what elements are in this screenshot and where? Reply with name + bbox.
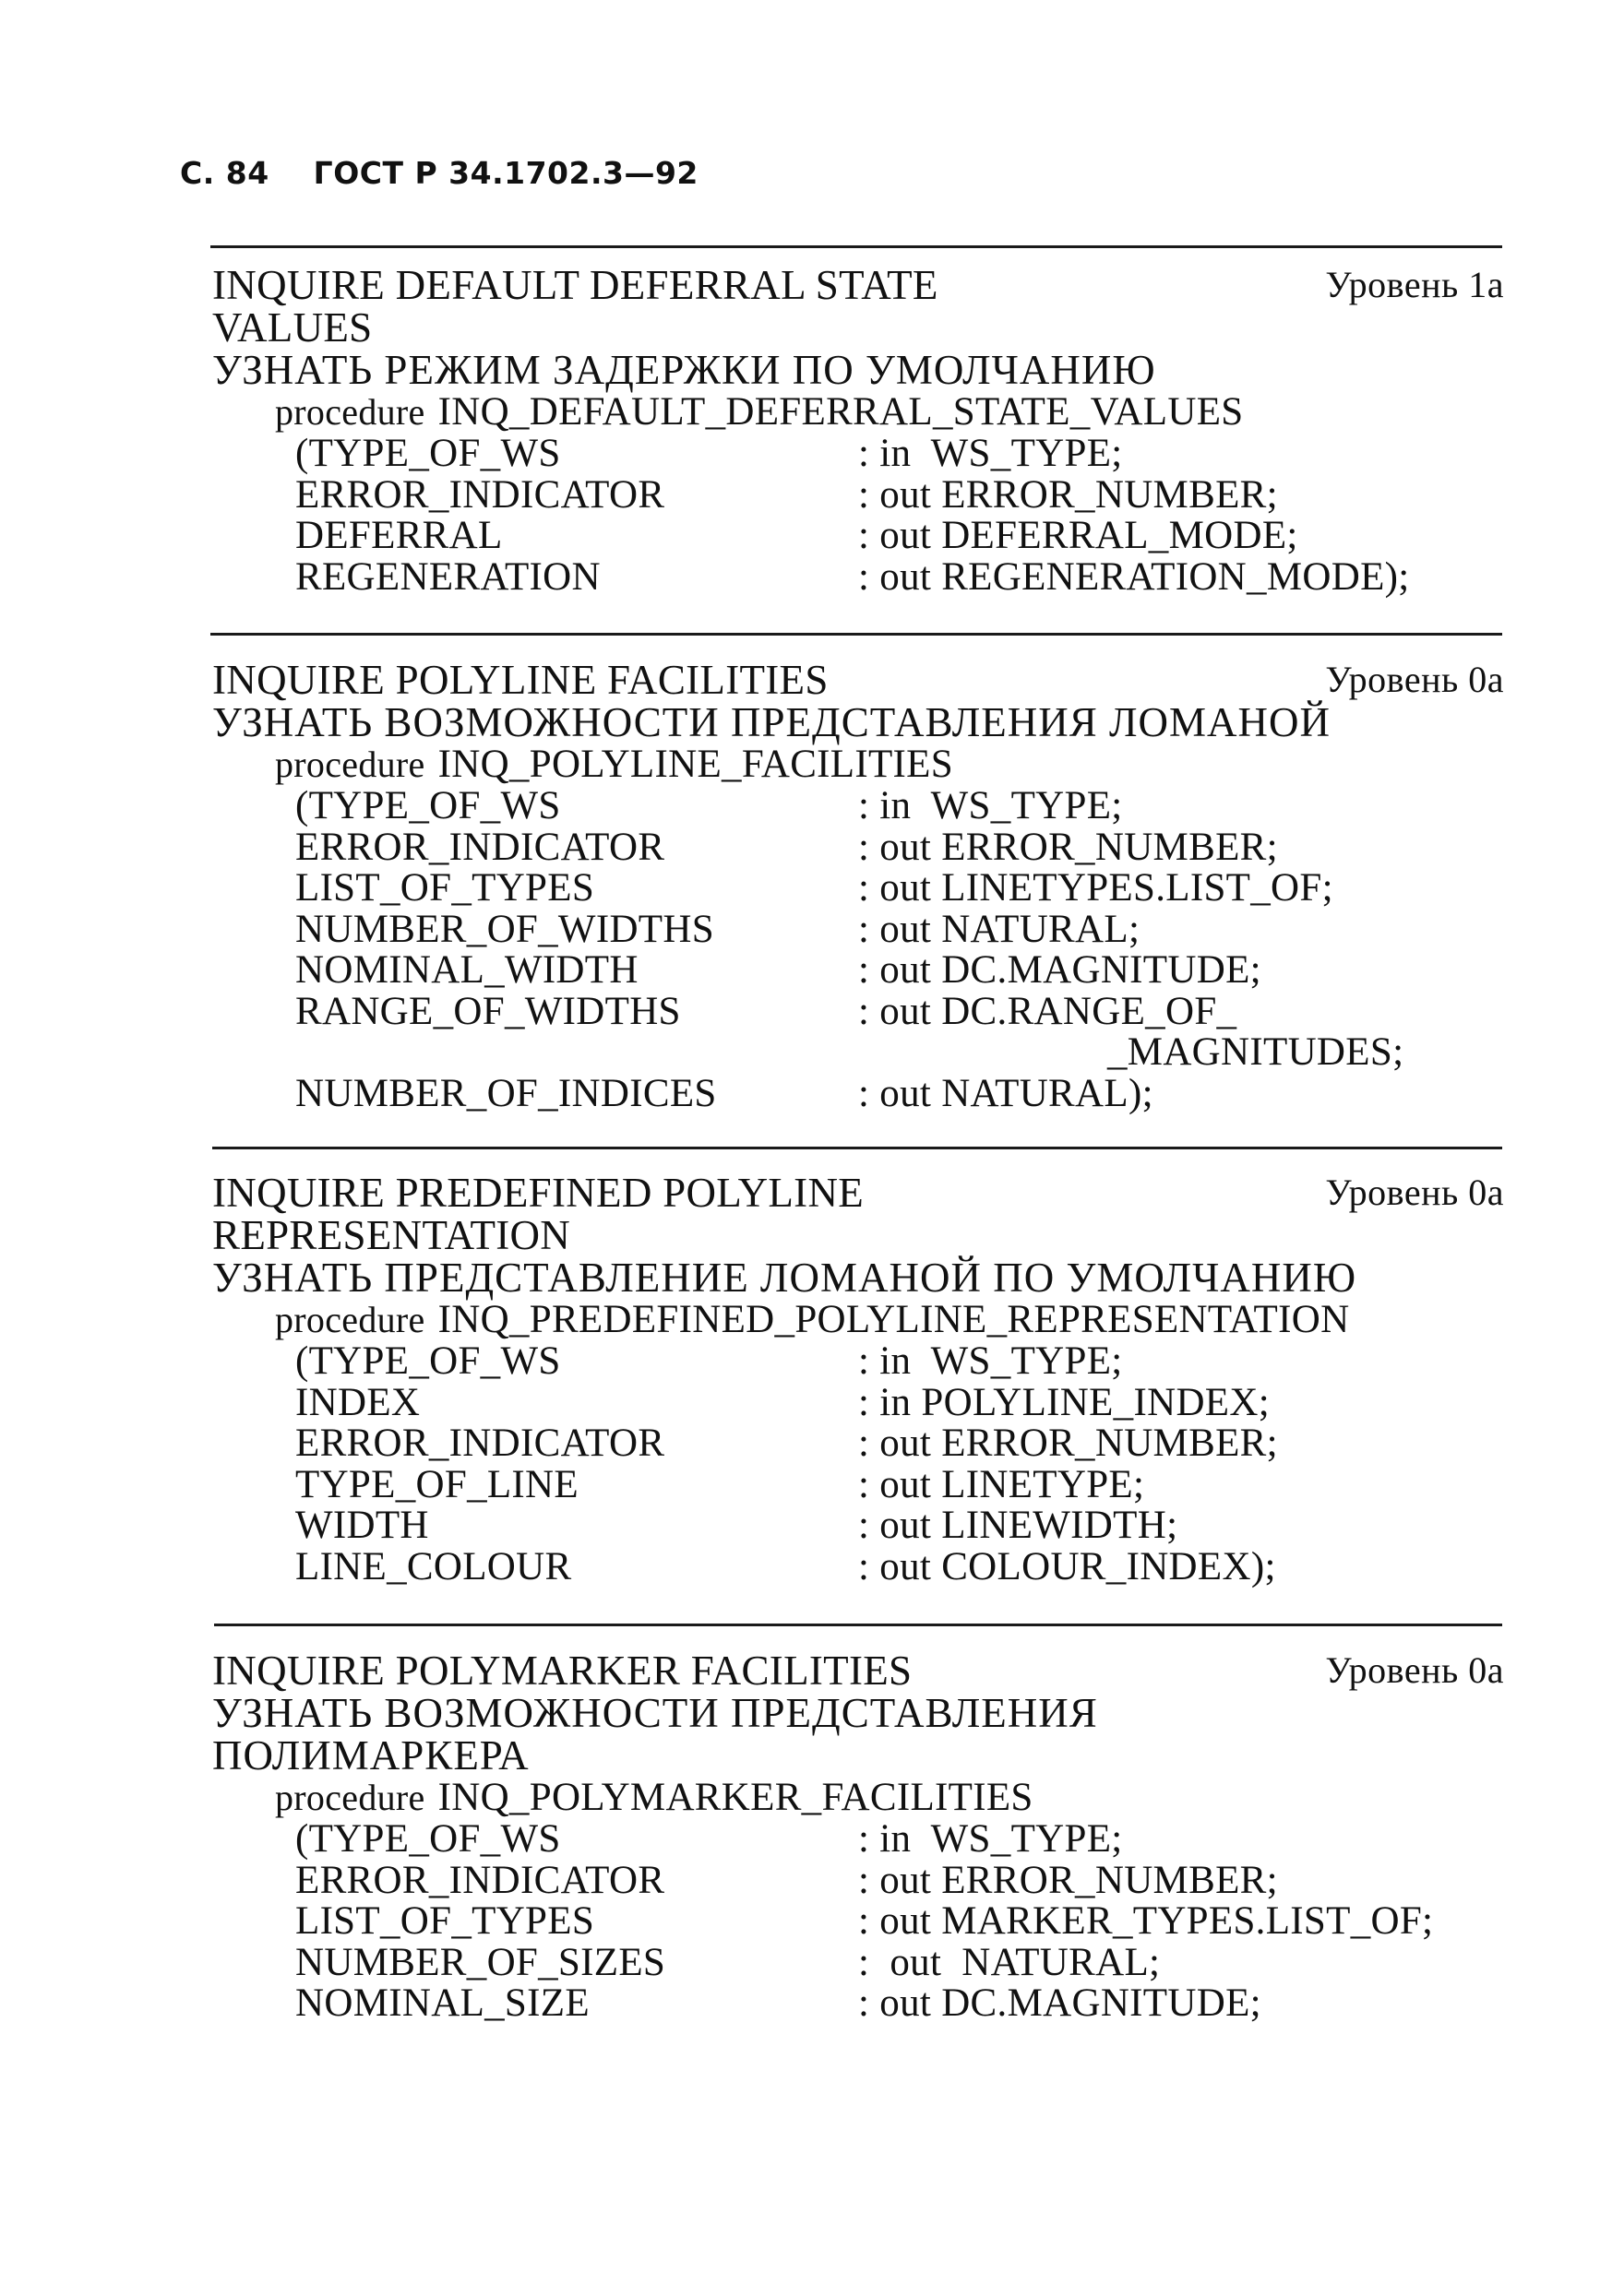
param-row (295, 1983, 1504, 2025)
param-type: : out DC.MAGNITUDE; (858, 1981, 1261, 2025)
param-row (295, 1380, 1504, 1424)
param-list (295, 1341, 1504, 1588)
param-row (295, 1819, 1504, 1861)
title-ru: УЗНАТЬ ВОЗМОЖНОСТИ ПРЕДСТАВЛЕНИЯ ПОЛИМАРКЕРА (212, 1690, 1098, 1779)
param-row (295, 554, 1504, 599)
param-type: : out DC.MAGNITUDE; (858, 948, 1261, 992)
param-row (295, 1940, 1504, 1984)
param-type: : out MARKER_TYPES.LIST_OF; (858, 1899, 1434, 1943)
title-ru: УЗНАТЬ ВОЗМОЖНОСТИ ПРЕДСТАВЛЕНИЯ ЛОМАНОЙ (212, 699, 1331, 745)
param-name: REGENERATION (295, 554, 601, 599)
level-badge: Уровень 0a (1325, 659, 1504, 700)
param-type: : out NATURAL); (858, 1071, 1153, 1115)
procedure-name: INQ_POLYLINE_FACILITIES (437, 743, 953, 786)
procedure-keyword: procedure (275, 1777, 425, 1818)
param-type: : out REGENERATION_MODE); (858, 554, 1410, 599)
param-row (295, 950, 1504, 992)
divider (212, 1147, 1502, 1149)
param-name: ERROR_INDICATOR (295, 472, 665, 517)
page-number: С. 84 (180, 155, 269, 191)
param-row (295, 472, 1504, 517)
procedure-name: INQ_POLYMARKER_FACILITIES (437, 1776, 1033, 1819)
param-row (295, 1423, 1504, 1465)
title-en: INQUIRE POLYMARKER FACILITIES (212, 1648, 913, 1694)
param-type: : in WS_TYPE; (858, 1339, 1123, 1383)
section-polymarker-facilities (212, 1649, 1504, 2025)
procedure-line (275, 391, 1504, 434)
param-type: : in WS_TYPE; (858, 432, 1123, 475)
param-row (295, 1505, 1504, 1547)
section-title (212, 1649, 1504, 1692)
procedure-keyword: procedure (275, 391, 425, 433)
title-ru: УЗНАТЬ РЕЖИМ ЗАДЕРЖКИ ПО УМОЛЧАНИЮ (212, 347, 1156, 393)
title-ru: УЗНАТЬ ПРЕДСТАВЛЕНИЕ ЛОМАНОЙ ПО УМОЛЧАНИЮ (212, 1255, 1357, 1301)
param-row (295, 1462, 1504, 1506)
param-type: : out DEFERRAL_MODE; (858, 514, 1298, 557)
standard-id: ГОСТ Р 34.1702.3—92 (313, 155, 699, 191)
param-name: WIDTH (295, 1504, 429, 1547)
section-title (212, 1172, 1504, 1256)
param-list (295, 786, 1504, 1114)
param-name: (TYPE_OF_WS (295, 784, 561, 827)
level-badge: Уровень 1a (1325, 264, 1504, 305)
procedure-line (275, 1299, 1504, 1341)
param-name: RANGE_OF_WIDTHS (295, 989, 681, 1033)
param-type: : out LINEWIDTH; (858, 1504, 1178, 1547)
title-en: INQUIRE PREDEFINED POLYLINE REPRESENTATION (212, 1170, 865, 1258)
param-name: (TYPE_OF_WS (295, 432, 561, 475)
section-polyline-facilities (212, 659, 1504, 1114)
param-type: : out DC.RANGE_OF_ (858, 989, 1237, 1033)
param-type: : out LINETYPE; (858, 1462, 1145, 1506)
param-name: NUMBER_OF_WIDTHS (295, 907, 714, 951)
param-type: : in WS_TYPE; (858, 1817, 1123, 1861)
param-row (295, 516, 1504, 557)
param-name: (TYPE_OF_WS (295, 1817, 561, 1861)
param-row (295, 1901, 1504, 1943)
param-row (295, 868, 1504, 910)
param-list (295, 434, 1504, 598)
param-type: : in POLYLINE_INDEX; (858, 1380, 1270, 1424)
param-name: ERROR_INDICATOR (295, 825, 665, 869)
param-row (295, 989, 1504, 1033)
section-default-deferral (212, 264, 1504, 598)
param-name: DEFERRAL (295, 514, 503, 557)
param-continuation (295, 1032, 1504, 1074)
page-header (180, 155, 732, 191)
procedure-keyword: procedure (275, 744, 425, 785)
section-title (212, 264, 1504, 349)
divider (214, 1624, 1502, 1626)
param-name: TYPE_OF_LINE (295, 1462, 579, 1506)
param-name: ERROR_INDICATOR (295, 1858, 665, 1902)
param-row (295, 786, 1504, 827)
param-type: : out NATURAL; (858, 1940, 1161, 1984)
param-list (295, 1819, 1504, 2025)
param-row (295, 827, 1504, 869)
param-row (295, 1341, 1504, 1383)
param-type: : out ERROR_NUMBER; (858, 1858, 1278, 1902)
param-name: NUMBER_OF_SIZES (295, 1940, 666, 1984)
param-type: : out NATURAL; (858, 907, 1140, 951)
section-title (212, 659, 1504, 701)
param-type: : out COLOUR_INDEX); (858, 1544, 1276, 1588)
param-type: : out ERROR_NUMBER; (858, 472, 1278, 517)
param-type-continuation: _MAGNITUDES; (1107, 1030, 1404, 1074)
param-row (295, 1544, 1504, 1588)
param-row (295, 434, 1504, 475)
param-name: LIST_OF_TYPES (295, 866, 595, 910)
param-type: : out LINETYPES.LIST_OF; (858, 866, 1333, 910)
param-name: (TYPE_OF_WS (295, 1339, 561, 1383)
param-type: : out ERROR_NUMBER; (858, 825, 1278, 869)
procedure-name: INQ_PREDEFINED_POLYLINE_REPRESENTATION (437, 1298, 1350, 1341)
param-name: NUMBER_OF_INDICES (295, 1071, 717, 1115)
title-en: INQUIRE DEFAULT DEFERRAL STATE VALUES (212, 262, 938, 351)
procedure-line (275, 1777, 1504, 1819)
procedure-name: INQ_DEFAULT_DEFERRAL_STATE_VALUES (437, 390, 1244, 434)
param-name: LIST_OF_TYPES (295, 1899, 595, 1943)
param-row (295, 907, 1504, 951)
level-badge: Уровень 0a (1325, 1172, 1504, 1213)
param-row (295, 1858, 1504, 1902)
param-name: NOMINAL_WIDTH (295, 948, 639, 992)
title-en: INQUIRE POLYLINE FACILITIES (212, 657, 829, 703)
level-badge: Уровень 0a (1325, 1649, 1504, 1691)
param-type: : in WS_TYPE; (858, 784, 1123, 827)
param-name: NOMINAL_SIZE (295, 1981, 590, 2025)
param-type: : out ERROR_NUMBER; (858, 1422, 1278, 1465)
divider (210, 633, 1502, 636)
param-name: ERROR_INDICATOR (295, 1422, 665, 1465)
param-name: INDEX (295, 1380, 421, 1424)
section-predefined-polyline (212, 1172, 1504, 1588)
param-name: LINE_COLOUR (295, 1544, 572, 1588)
procedure-keyword: procedure (275, 1299, 425, 1340)
param-row (295, 1071, 1504, 1115)
procedure-line (275, 744, 1504, 786)
divider (210, 245, 1502, 248)
